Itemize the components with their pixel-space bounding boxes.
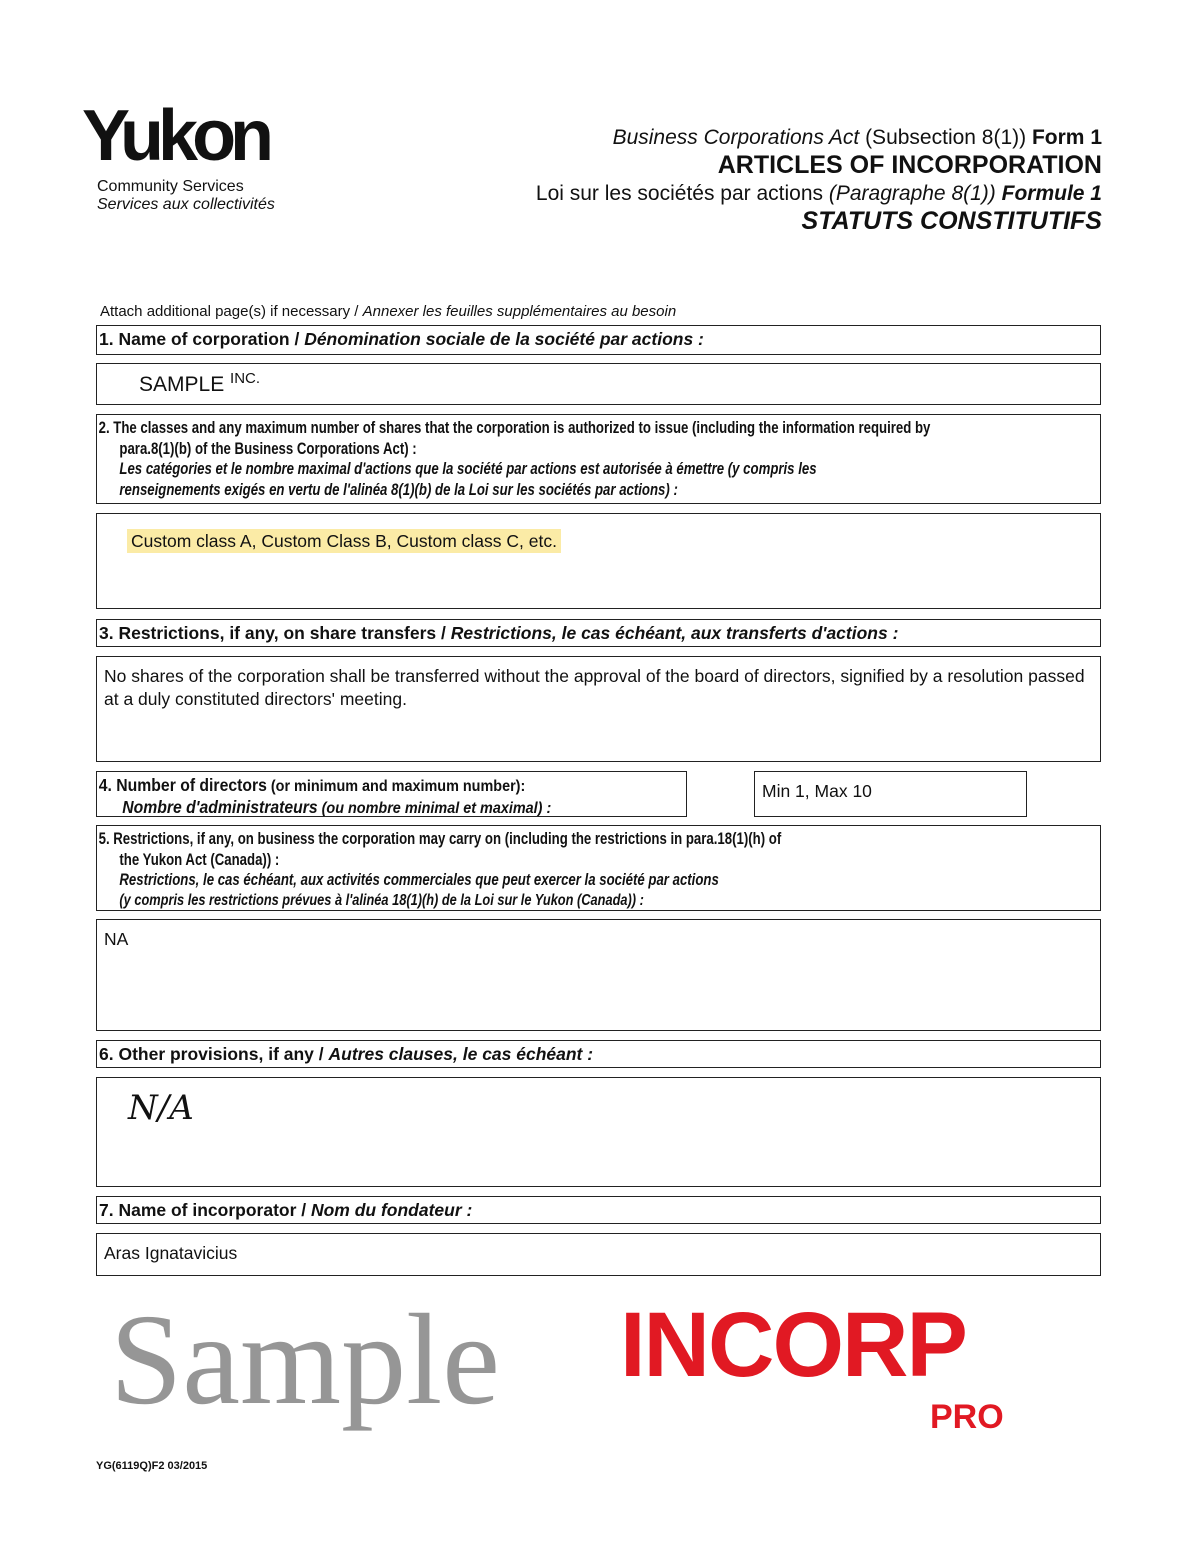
attach-note-en: Attach additional page(s) if necessary /: [100, 303, 363, 320]
label-fr-1: Restrictions, le cas échéant, aux activités commerciales que peut exercer la société par actions: [119, 871, 719, 889]
label-en-1: 5. Restrictions, if any, on business the corporation may carry on (including the restrictions in para.18(1)(h) of: [98, 830, 782, 848]
section-1-answer[interactable]: [96, 363, 1101, 405]
label-en: 7. Name of incorporator /: [99, 1200, 311, 1220]
incorp-stamp: INCORP: [620, 1294, 966, 1396]
logo-subtitle-en: Community Services: [97, 178, 244, 195]
title-en: ARTICLES OF INCORPORATION: [717, 151, 1102, 179]
business-restrictions: NA: [104, 929, 129, 949]
incorporator-name: Aras Ignatavicius: [104, 1243, 238, 1263]
form-number-fr: Formule 1: [995, 182, 1102, 205]
act-name-en: Business Corporations Act: [612, 126, 860, 149]
label-fr: Autres clauses, le cas échéant :: [328, 1044, 594, 1064]
label-en-2: para.8(1)(b) of the Business Corporations Act) :: [119, 439, 417, 458]
label-fr: Nom du fondateur :: [310, 1200, 473, 1220]
form-code: YG(6119Q)F2 03/2015: [96, 1460, 208, 1472]
number-of-directors: Min 1, Max 10: [762, 781, 872, 801]
section-3-label: [96, 619, 1101, 647]
attach-note: [100, 303, 676, 321]
corporation-suffix: INC.: [230, 370, 261, 387]
label-fr-1: Les catégories et le nombre maximal d'actions que la société par actions est autorisée à émettre (y compris les: [119, 460, 817, 478]
yukon-logo: Yukon: [82, 96, 269, 176]
act-subsection-en: (Subsection 8(1)): [859, 126, 1032, 149]
form-number-en: Form 1: [1031, 126, 1102, 149]
label-en: 3. Restrictions, if any, on share transfers /: [99, 623, 451, 643]
label-fr: Restrictions, le cas échéant, aux transferts d'actions :: [450, 623, 899, 643]
section-4-label: [96, 771, 687, 817]
section-5-label: [96, 825, 1101, 911]
label-en-2: the Yukon Act (Canada)) :: [119, 850, 280, 869]
act-subsection-fr: (Paragraphe 8(1)): [828, 182, 996, 205]
act-name-fr: Loi sur les sociétés par actions: [535, 182, 829, 205]
act-line-fr: [536, 182, 1102, 205]
title-fr: STATUTS CONSTITUTIFS: [801, 207, 1102, 235]
corporation-name: SAMPLE: [139, 373, 225, 396]
label-fr: Nombre d'administrateurs: [122, 797, 318, 817]
label-en: 1. Name of corporation /: [99, 329, 305, 349]
share-transfer-restrictions: No shares of the corporation shall be transferred without the approval of the board of directors, signified by a resolution passed at a duly constituted directors' meeting.: [104, 666, 1085, 709]
label-en: 4. Number of directors: [98, 775, 267, 795]
incorp-stamp-pro: PRO: [930, 1398, 1004, 1436]
label-fr: Dénomination sociale de la société par actions :: [304, 329, 704, 349]
act-line-en: [613, 126, 1102, 149]
section-5-answer[interactable]: [96, 919, 1101, 1031]
label-fr-2: (y compris les restrictions prévues à l'alinéa 18(1)(h) de la Loi sur le Yukon (Canada)) :: [119, 891, 644, 909]
label-en: 6. Other provisions, if any /: [99, 1044, 329, 1064]
section-2-label: [96, 414, 1101, 504]
sample-watermark: Sample: [110, 1288, 500, 1432]
section-4-answer[interactable]: [754, 771, 1027, 817]
label-fr-2: renseignements exigés en vertu de l'alinéa 8(1)(b) de la Loi sur les sociétés par actions) :: [119, 480, 678, 499]
section-6-answer[interactable]: [96, 1077, 1101, 1187]
logo-subtitle-fr: Services aux collectivités: [97, 196, 275, 213]
section-1-label: [96, 325, 1101, 355]
section-7-answer[interactable]: [96, 1233, 1101, 1276]
attach-note-fr: Annexer les feuilles supplémentaires au besoin: [362, 303, 677, 320]
share-classes: Custom class A, Custom Class B, Custom class C, etc.: [127, 529, 561, 553]
section-7-label: [96, 1196, 1101, 1224]
handwritten-answer: N/A: [128, 1088, 194, 1128]
section-2-answer[interactable]: [96, 513, 1101, 609]
section-3-answer[interactable]: [96, 656, 1101, 762]
label-en-note: (or minimum and maximum number):: [266, 778, 526, 795]
label-en-1: 2. The classes and any maximum number of shares that the corporation is authorized to issue (including the information required by: [98, 419, 931, 437]
label-fr-note: (ou nombre minimal et maximal) :: [317, 800, 552, 817]
section-6-label: [96, 1040, 1101, 1068]
